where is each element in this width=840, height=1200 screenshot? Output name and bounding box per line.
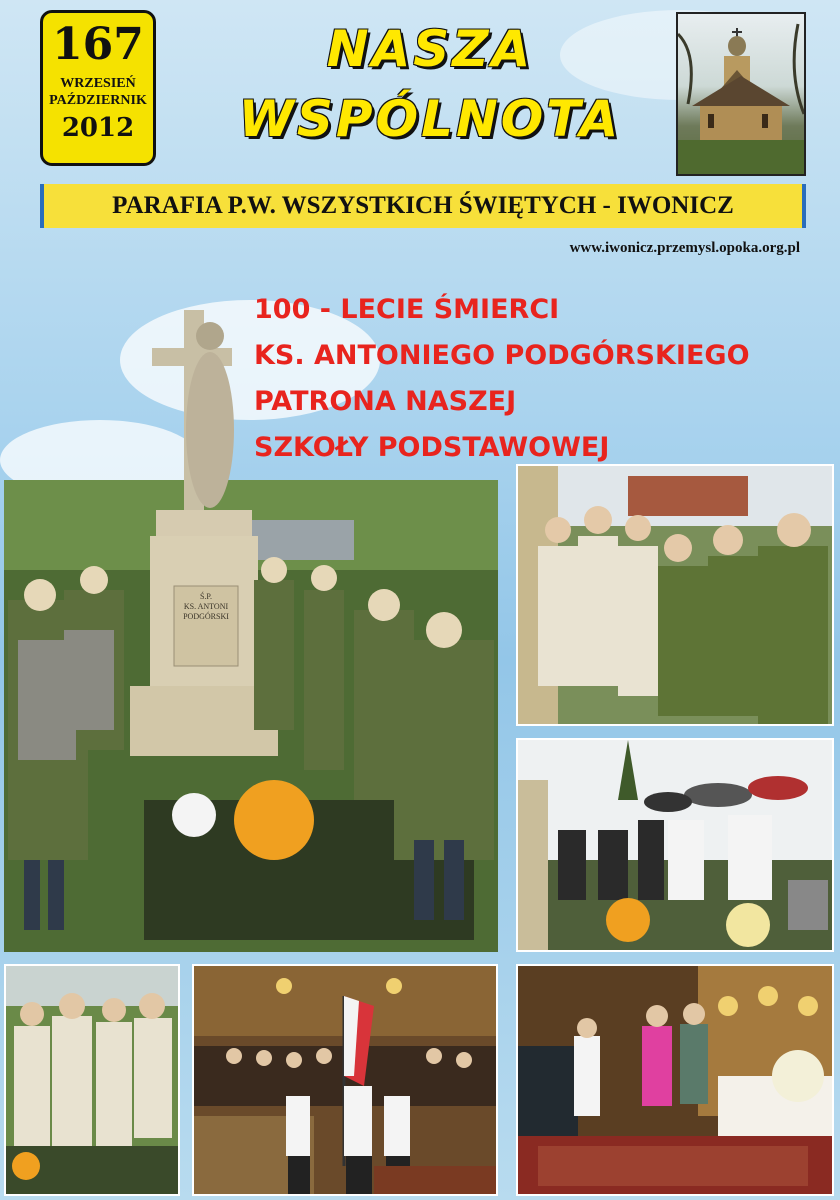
magazine-title-line-2: WSPÓLNOTA [238, 90, 622, 148]
magazine-title-line-1: NASZA [326, 20, 534, 78]
headline-line-1: 100 - LECIE ŚMIERCI [254, 294, 560, 325]
inscription-line: KS. ANTONI [183, 602, 229, 611]
monument-inscription [176, 592, 236, 622]
scouts-group-photo [516, 464, 834, 726]
inscription-line: Ś.P. [199, 592, 212, 601]
altar-photo [516, 964, 834, 1196]
headline-line-4: SZKOŁY PODSTAWOWEJ [254, 432, 610, 463]
issue-year: 2012 [61, 113, 135, 143]
headline-line-2: KS. ANTONIEGO PODGÓRSKIEGO [254, 340, 750, 371]
issue-number: 167 [52, 19, 144, 70]
scout-girls-photo [4, 964, 180, 1196]
issue-badge [40, 10, 156, 166]
procession-photo [516, 738, 834, 952]
church-interior-photo [192, 964, 498, 1196]
issue-month-1: WRZESIEŃ [60, 76, 136, 91]
headline-line-3: PATRONA NASZEJ [254, 386, 517, 417]
inscription-line: PODGÓRSKI [183, 612, 229, 621]
church-photo [676, 12, 806, 176]
parish-banner: PARAFIA P.W. WSZYSTKICH ŚWIĘTYCH - IWONICZ [40, 184, 806, 228]
main-photo-monument [4, 300, 498, 952]
website-url[interactable]: www.iwonicz.przemysl.opoka.org.pl [569, 240, 800, 256]
issue-month-2: PAŹDZIERNIK [49, 93, 147, 108]
